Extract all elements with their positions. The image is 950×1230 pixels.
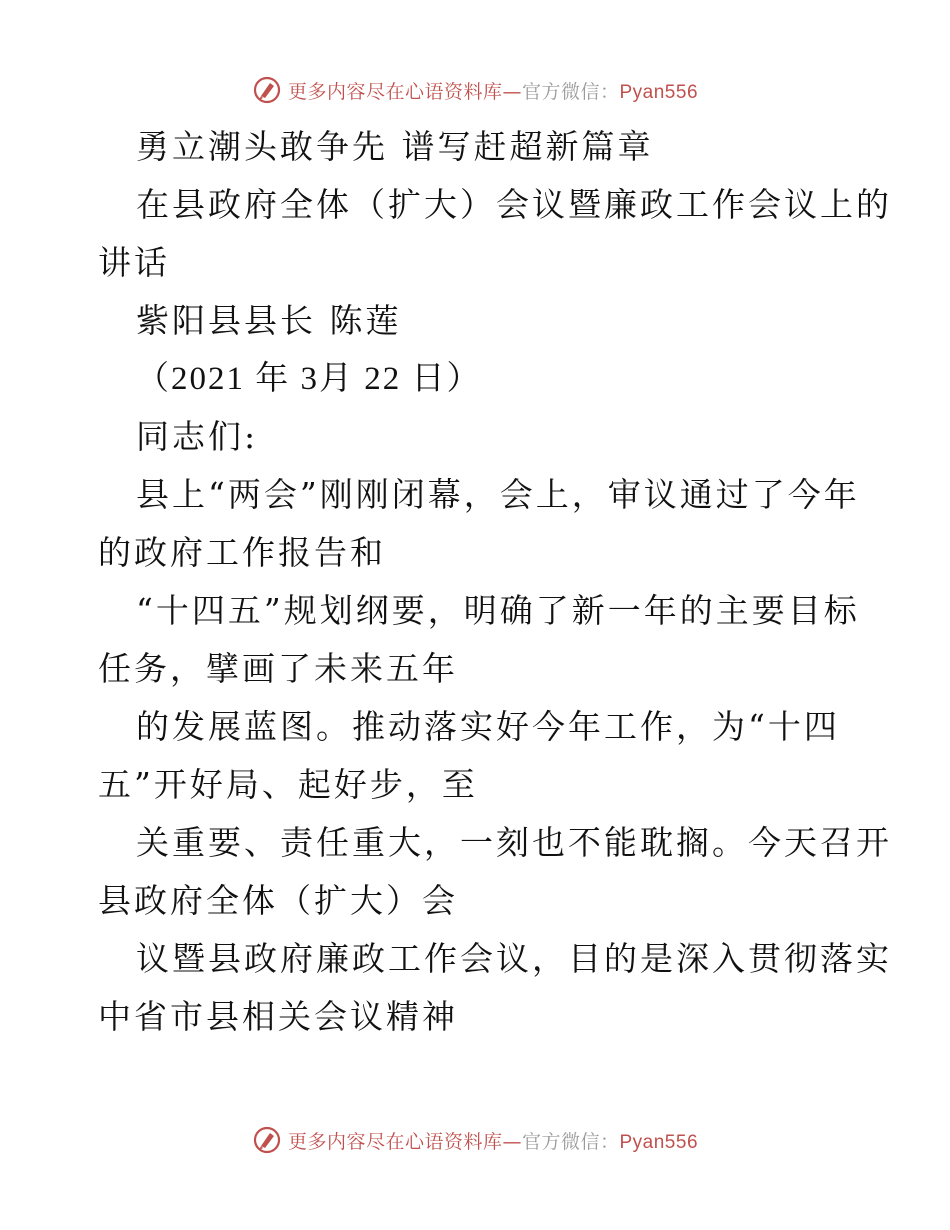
doc-paragraph-line: 县上“两会”刚刚闭幕，会上，审议通过了今年 <box>136 475 860 514</box>
watermark-text <box>288 1127 698 1154</box>
pen-nib-circle-icon <box>252 75 282 105</box>
pen-nib-circle-icon <box>252 1125 282 1155</box>
document-body <box>98 118 892 1046</box>
watermark-site: 更多内容尽在心语资料库 <box>287 80 503 103</box>
doc-paragraph-line: 县政府全体（扩大）会 <box>98 881 458 920</box>
doc-paragraph-line: 关重要、责任重大，一刻也不能耽搁。今天召开 <box>136 823 892 862</box>
watermark-dash: — <box>502 80 522 103</box>
doc-paragraph-line: 任务，擘画了未来五年 <box>98 649 458 688</box>
doc-subtitle-cont: 讲话 <box>98 243 170 282</box>
doc-subtitle: 在县政府全体（扩大）会议暨廉政工作会议上的 <box>136 185 892 224</box>
header-watermark <box>0 72 950 108</box>
watermark-text <box>288 77 698 104</box>
footer-watermark <box>0 1122 950 1158</box>
doc-paragraph-line: 的发展蓝图。推动落实好今年工作，为“十四 <box>136 707 840 746</box>
watermark-dash: — <box>502 1130 522 1153</box>
doc-paragraph-line: 议暨县政府廉政工作会议，目的是深入贯彻落实 <box>136 939 892 978</box>
watermark-account: Pyan556 <box>619 1131 699 1153</box>
watermark-account: Pyan556 <box>619 81 699 103</box>
doc-title: 勇立潮头敢争先 谱写赶超新篇章 <box>136 127 654 166</box>
doc-author: 紫阳县县长 陈莲 <box>136 301 402 340</box>
doc-date: （2021 年 3月 22 日） <box>136 361 482 397</box>
watermark-site: 更多内容尽在心语资料库 <box>287 1130 503 1153</box>
doc-paragraph-line: “十四五”规划纲要，明确了新一年的主要目标 <box>136 591 860 630</box>
doc-salutation: 同志们: <box>136 417 259 456</box>
watermark-label: 官方微信： <box>521 80 620 103</box>
doc-paragraph-line: 的政府工作报告和 <box>98 533 386 572</box>
doc-paragraph-line: 中省市县相关会议精神 <box>98 997 458 1036</box>
watermark-label: 官方微信： <box>521 1130 620 1153</box>
doc-paragraph-line: 五”开好局、起好步，至 <box>98 765 478 804</box>
